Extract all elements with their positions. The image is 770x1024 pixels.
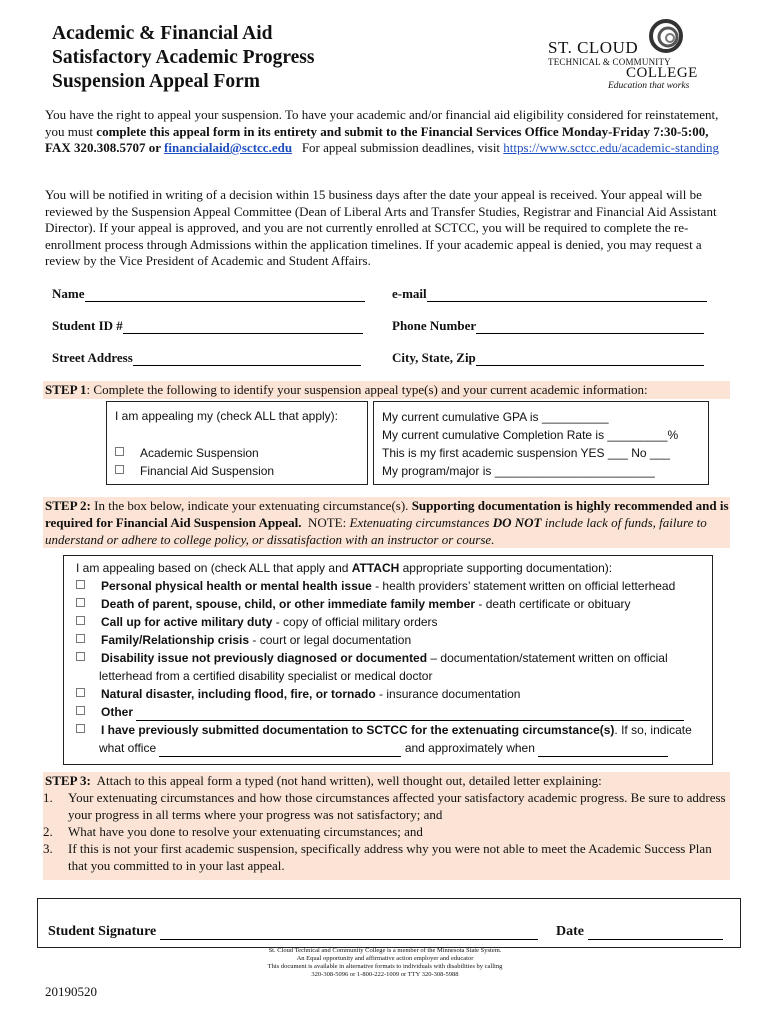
attach-word: ATTACH	[351, 561, 400, 575]
step-3-item-number: 3.	[43, 841, 53, 856]
step-2-label: STEP 2:	[45, 498, 91, 513]
financial-aid-suspension-option[interactable]	[115, 462, 274, 480]
step-1-text: : Complete the following to identify your suspension appeal type(s) and your current academic information:	[86, 382, 648, 397]
logo-line-2: TECHNICAL & COMMUNITY	[548, 57, 671, 67]
circumstance-doc: . If so, indicate	[614, 723, 692, 737]
step-1-banner	[43, 381, 730, 399]
circumstance-doc: - court or legal documentation	[249, 633, 412, 647]
financial-aid-suspension-label: Financial Aid Suspension	[140, 464, 275, 478]
academic-info-box	[373, 401, 709, 485]
step-3-item-number: 1.	[43, 790, 53, 805]
circumstance-item[interactable]	[76, 685, 520, 703]
footer-line: An Equal opportunity and affirmative action employer and educator	[296, 955, 474, 962]
email-line[interactable]	[427, 288, 707, 302]
circumstances-intro-text: I am appealing based on (check ALL that apply and	[76, 561, 352, 575]
signature-label: Student Signature	[48, 924, 157, 939]
step-3-item-text: If this is not your first academic suspension, specifically address why you were not able to meet the Academic Success Plan that you committed to in your last appeal.	[68, 841, 712, 873]
circumstances-intro	[76, 559, 612, 577]
logo-line-1: ST. CLOUD	[548, 38, 639, 57]
logo-line-3: COLLEGE	[626, 65, 698, 81]
intro-paragraph-1	[45, 107, 735, 157]
phone-field[interactable]	[392, 318, 704, 334]
name-line[interactable]	[85, 288, 365, 302]
student-signature-field[interactable]	[48, 924, 538, 940]
circumstance-checkbox[interactable]	[76, 724, 85, 733]
academic-suspension-checkbox[interactable]	[115, 447, 124, 456]
intro-text-2: For appeal submission deadlines, visit	[292, 140, 504, 155]
circumstance-checkbox[interactable]	[76, 616, 85, 625]
circumstances-intro-text-2: appropriate supporting documentation):	[399, 561, 613, 575]
student-id-label: Student ID #	[52, 318, 123, 333]
city-state-zip-label: City, State, Zip	[392, 350, 476, 365]
footer-line: This document is available in alternative formats to individuals with disabilities by calling	[267, 963, 503, 970]
circumstance-checkbox[interactable]	[76, 688, 85, 697]
circumstance-title: Death of parent, spouse, child, or other immediate family member	[101, 597, 476, 611]
step-3-item-1	[43, 789, 730, 823]
email-label: e-mail	[392, 286, 427, 301]
street-address-label: Street Address	[52, 350, 133, 365]
circumstance-item[interactable]	[76, 631, 411, 649]
street-address-line[interactable]	[133, 352, 361, 366]
academic-suspension-option[interactable]	[115, 444, 259, 462]
circumstance-checkbox[interactable]	[76, 706, 85, 715]
step-2-do-not: DO NOT	[492, 515, 542, 530]
step-1-label: STEP 1	[45, 382, 87, 397]
circumstance-title: Personal physical health or mental health issue	[101, 579, 372, 593]
form-title	[52, 22, 314, 94]
title-line-2: Satisfactory Academic Progress	[52, 47, 315, 68]
step-2-banner	[43, 497, 730, 548]
intro-bold-text: complete this appeal form in its entirety and submit to the Financial Services Office Monday-Friday 7:30-5:00, FAX 320.308.5707 or	[45, 123, 709, 155]
circumstance-item[interactable]	[76, 613, 438, 631]
email-field[interactable]	[392, 286, 707, 302]
circumstance-item[interactable]	[76, 595, 631, 613]
circumstance-checkbox[interactable]	[76, 634, 85, 643]
appeal-type-title: I am appealing my (check ALL that apply):	[115, 409, 339, 423]
intro-text: You have the right to appeal your suspension. To have your academic and/or financial aid eligibility considered for reinstatement, you must	[45, 107, 719, 139]
street-address-field[interactable]	[52, 350, 361, 366]
phone-line[interactable]	[476, 320, 704, 334]
program-major-field[interactable]: My program/major is ________________________	[382, 464, 655, 478]
title-line-1: Academic & Financial Aid	[52, 23, 273, 44]
completion-rate-field[interactable]: My current cumulative Completion Rate is _________%	[382, 428, 679, 442]
city-state-zip-field[interactable]	[392, 350, 704, 366]
circumstance-title: Call up for active military duty	[101, 615, 273, 629]
step-3-banner	[43, 772, 730, 880]
step-3-label: STEP 3:	[45, 773, 91, 788]
circumstance-item[interactable]	[76, 721, 692, 739]
other-line[interactable]	[136, 708, 684, 721]
circumstance-item-other[interactable]	[76, 703, 684, 721]
date-field[interactable]	[556, 924, 723, 940]
footer-notice	[200, 947, 570, 979]
intro-paragraph-2: You will be notified in writing of a decision within 15 business days after the date your appeal is received. Your appeal will be reviewed by the Suspension Appeal Committee (Dean of Liberal Arts and Transfer Studies, Registrar and Financial Aid Assistant Director). If your appeal is approved, and you are not currently enrolled at SCTCC, you will be required to complete the re-enrollment process through Admissions within the application timelines. If your academic appeal is denied, you may request a review by the Vice President of Academic and Student Affairs.	[45, 187, 717, 268]
circumstance-item[interactable]	[76, 649, 668, 667]
financial-aid-email-link[interactable]: financialaid@sctcc.edu	[164, 140, 293, 155]
circumstance-title: Disability issue not previously diagnosed or documented	[101, 651, 428, 665]
logo-tagline: Education that works	[608, 81, 690, 91]
step-3-item-3	[43, 840, 730, 874]
office-line[interactable]	[159, 744, 401, 757]
circumstance-doc: - insurance documentation	[375, 687, 521, 701]
signature-box	[37, 898, 741, 948]
step-2-italic-text-2: include lack of funds, failure to understand or adhere to college policy, or dissatisfaction with an instructor or course.	[45, 515, 707, 547]
when-label: and approximately when	[401, 741, 539, 755]
circumstance-doc: - health providers’ statement written on official letterhead	[371, 579, 676, 593]
name-label: Name	[52, 286, 85, 301]
extenuating-circumstances-box	[63, 555, 713, 765]
step-2-note-label: NOTE:	[301, 515, 350, 530]
city-state-zip-line[interactable]	[476, 352, 704, 366]
footer-line: St. Cloud Technical and Community College is a member of the Minnesota State System.	[268, 947, 502, 954]
form-number: 20190520	[45, 984, 97, 999]
student-id-field[interactable]	[52, 318, 363, 334]
college-logo	[548, 20, 718, 90]
step-2-italic-text: Extenuating circumstances	[349, 515, 493, 530]
circumstance-checkbox[interactable]	[76, 580, 85, 589]
gpa-field[interactable]: My current cumulative GPA is __________	[382, 410, 609, 424]
academic-suspension-label: Academic Suspension	[140, 446, 259, 460]
step-2-bold-text: Supporting documentation is highly recommended and is required for Financial Aid Suspension Appeal.	[45, 498, 729, 530]
circumstance-title: Other	[101, 705, 134, 719]
date-line[interactable]	[588, 926, 723, 940]
step-2-text: In the box below, indicate your extenuating circumstance(s).	[90, 498, 412, 513]
when-line[interactable]	[538, 744, 668, 757]
step-3-text: Attach to this appeal form a typed (not hand written), well thought out, detailed letter explaining:	[90, 773, 602, 788]
phone-label: Phone Number	[392, 318, 477, 333]
circumstance-doc: - death certificate or obituary	[475, 597, 631, 611]
signature-line[interactable]	[160, 926, 538, 940]
circumstance-title: I have previously submitted documentation to SCTCC for the extenuating circumstance(s)	[101, 723, 615, 737]
student-id-line[interactable]	[123, 320, 363, 334]
step-3-item-text: Your extenuating circumstances and how those circumstances affected your satisfactory academic progress. Be sure to address your progress in all terms where your progress was not satisfactory; and	[68, 790, 726, 822]
financial-aid-suspension-checkbox[interactable]	[115, 465, 124, 474]
appeal-type-box	[106, 401, 368, 485]
circumstance-item[interactable]	[76, 577, 675, 595]
office-and-when-line	[99, 739, 668, 757]
circumstance-checkbox[interactable]	[76, 598, 85, 607]
date-label: Date	[556, 924, 584, 939]
circumstance-doc: - copy of official military orders	[272, 615, 438, 629]
circumstance-doc: – documentation/statement written on official	[427, 651, 668, 665]
academic-standing-link[interactable]: https://www.sctcc.edu/academic-standing	[503, 140, 720, 155]
college-swirl-logo-icon	[648, 18, 688, 54]
first-suspension-field[interactable]: This is my first academic suspension YES ___ No ___	[382, 446, 670, 460]
step-3-item-2	[43, 823, 730, 840]
circumstance-title: Family/Relationship crisis	[101, 633, 250, 647]
title-line-3: Suspension Appeal Form	[52, 71, 261, 92]
office-label: what office	[99, 741, 160, 755]
name-field[interactable]	[52, 286, 365, 302]
step-3-item-text: What have you done to resolve your extenuating circumstances; and	[68, 824, 423, 839]
circumstance-title: Natural disaster, including flood, fire, or tornado	[101, 687, 376, 701]
step-3-item-number: 2.	[43, 824, 53, 839]
circumstance-checkbox[interactable]	[76, 652, 85, 661]
footer-line: 320-308-5096 or 1-800-222-1009 or TTY 320-308-5988	[311, 971, 459, 978]
disability-doc-continued: letterhead from a certified disability specialist or medical doctor	[99, 669, 433, 683]
